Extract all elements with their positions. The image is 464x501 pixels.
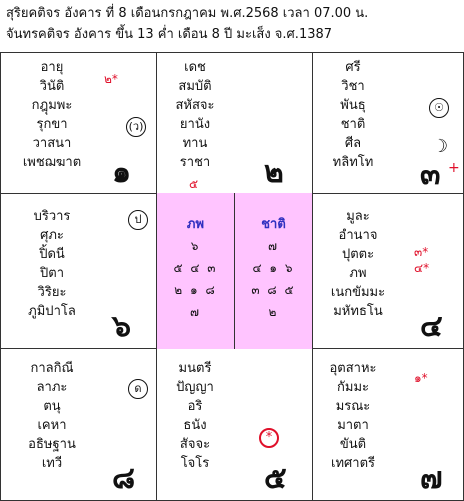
house-4-item: มูละ	[346, 209, 370, 224]
center-bhava-row: ๕ ๔ ๓	[173, 261, 218, 275]
house-7-item: อุตสาหะ	[329, 361, 377, 376]
house-5-number: ๕	[264, 461, 287, 496]
house-3-item: ศีล	[344, 136, 362, 151]
house-3-item: ศรี	[345, 60, 361, 75]
house-6-item: ศุภะ	[40, 228, 64, 243]
house-8-item: กาลกิณี	[30, 361, 74, 376]
house-5-item: สัจจะ	[179, 437, 211, 452]
house-4-item: ภพ	[349, 266, 367, 281]
house-2-item: สมบัติ	[178, 79, 212, 94]
house-7-items	[318, 359, 388, 473]
house-1-item: วินัติ	[39, 79, 65, 94]
house-1-planet-icon: (ว)	[126, 117, 146, 137]
center-jati-row: ๒	[268, 305, 279, 319]
house-1-item: วาสนา	[32, 136, 72, 151]
house-8-item: เทวี	[41, 456, 63, 471]
house-3-item: ชาติ	[340, 117, 366, 132]
center-jati-row: ๓ ๘ ๕	[251, 283, 296, 297]
house-4-item: ปุตตะ	[341, 247, 375, 262]
house-6-item: บริวาร	[33, 209, 71, 224]
center-bhava-title: ภพ	[186, 217, 205, 232]
house-4-number: ๔	[420, 309, 443, 344]
house-2-item: สหัสจะ	[175, 98, 215, 113]
center-jati-row: ๗	[267, 239, 280, 253]
house-3-item: พันธุ	[340, 98, 366, 113]
house-4-item: อำนาจ	[338, 228, 378, 243]
house-3-items	[318, 58, 388, 172]
house-5-item: อริ	[187, 399, 203, 414]
house-1-red-mark: ๒*	[104, 72, 118, 86]
house-8-item: อธิษฐาน	[28, 437, 76, 452]
house-1-number: ๑	[112, 155, 132, 190]
house-1-item: เพชฌฆาต	[22, 155, 82, 170]
house-2-number: ๒	[264, 155, 284, 190]
moon-icon: ☽	[432, 136, 449, 157]
house-8-items	[12, 359, 92, 473]
house-5-items	[160, 359, 230, 473]
house-8-number: ๘	[112, 461, 136, 496]
house-2-item: เดช	[184, 60, 206, 75]
house-6-items	[12, 207, 92, 321]
house-7-item: ขันติ	[339, 437, 367, 452]
house-4-red-mark-1: ๓*	[414, 245, 429, 259]
house-3-red-mark: +	[448, 160, 460, 176]
house-4-item: เนกขัมมะ	[330, 285, 386, 300]
house-2-item: ราชา	[179, 155, 211, 170]
house-4-item: มหัทธโน	[333, 304, 383, 319]
house-7-red-mark: ๑*	[414, 371, 428, 385]
house-8-planet-icon: ด	[128, 379, 148, 399]
center-bhava-row: ๗	[189, 305, 202, 319]
rahu-icon: *	[259, 428, 279, 448]
house-3-item: วิชา	[341, 79, 365, 94]
center-jati-row: ๔ ๑ ๖	[252, 261, 295, 275]
house-3-number: ๓	[420, 157, 441, 192]
center-panel	[157, 193, 312, 349]
house-6-item: วิริยะ	[37, 285, 67, 300]
house-5-item: ปัญญา	[176, 380, 214, 395]
house-2-item: ยานัง	[179, 117, 211, 132]
house-6-number: ๖	[112, 309, 132, 344]
house-5-item: โจโร	[180, 456, 210, 471]
header-line-lunar: จันทรคติจร อังคาร ขึ้น 13 ค่ำ เดือน 8 ปี มะเส็ง จ.ศ.1387	[6, 27, 333, 42]
sun-icon: ☉	[429, 98, 449, 118]
header-line-solar: สุริยคติจร อังคาร ที่ 8 เดือนกรกฎาคม พ.ศ.2568 เวลา 07.00 น.	[6, 6, 369, 21]
house-8-item: ลาภะ	[36, 380, 68, 395]
house-6-item: ปิตา	[40, 266, 64, 281]
house-1-item: อายุ	[40, 60, 64, 75]
house-7-item: เทศาตรี	[331, 456, 375, 471]
house-7-item: มาตา	[337, 418, 369, 433]
house-4-items	[318, 207, 398, 321]
grid-line-col2	[312, 52, 313, 500]
grid-line-top	[0, 52, 464, 53]
center-jati-box	[235, 193, 312, 349]
center-bhava-row: ๖	[190, 239, 201, 253]
house-4-red-mark-2: ๔*	[414, 261, 430, 275]
house-2-red-mark: ๕	[189, 177, 199, 191]
house-3-item: ทลิทโท	[332, 155, 374, 170]
center-bhava-box	[157, 193, 234, 349]
house-8-item: เคหา	[37, 418, 67, 433]
house-7-item: กัมมะ	[337, 380, 369, 395]
house-1-items	[12, 58, 92, 172]
house-5-item: มนตรี	[178, 361, 212, 376]
house-7-item: มรณะ	[335, 399, 371, 414]
house-6-item: ปิ้ดนี	[39, 247, 65, 262]
center-bhava-row: ๒ ๑ ๘	[174, 283, 217, 297]
house-6-item: ภูมิปาโล	[28, 304, 76, 319]
house-8-item: ตนุ	[43, 399, 61, 414]
house-1-item: กฎุมพะ	[31, 98, 73, 113]
house-5-item: ธนัง	[183, 418, 207, 433]
house-2-items	[160, 58, 230, 172]
house-2-item: ทาน	[182, 136, 208, 151]
house-6-planet-icon: ป	[128, 210, 148, 230]
house-1-item: รุกขา	[36, 117, 68, 132]
grid-line-left	[0, 52, 1, 500]
center-jati-title: ชาติ	[261, 217, 286, 232]
house-7-number: ๗	[420, 461, 443, 496]
